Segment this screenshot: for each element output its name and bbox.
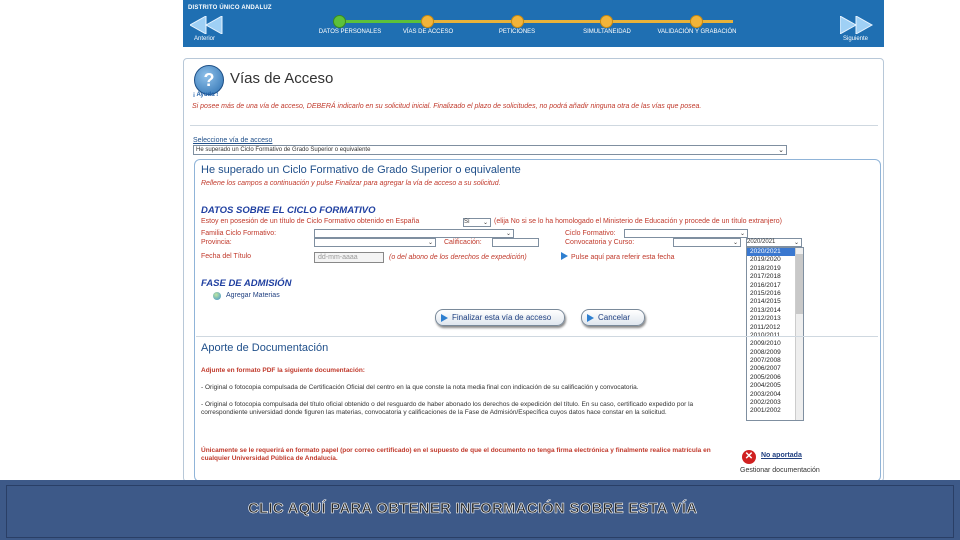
manage-docs-link[interactable]: Gestionar documentación	[740, 467, 820, 474]
next-label[interactable]: Siguiente	[843, 36, 869, 42]
fecha-link[interactable]: Pulse aquí para referir esta fecha	[571, 254, 675, 261]
titulo-select-value: Sí	[464, 219, 470, 225]
year-option[interactable]: 2001/2002	[750, 407, 781, 415]
year-option[interactable]: 2009/2010	[750, 340, 781, 348]
year-option[interactable]: 2005/2006	[750, 373, 781, 381]
intro-text: Si posee más de una vía de acceso, DEBERÁ indicarlo en su solicitud inicial. Finalizado el plazo de solicitudes, no podrá añadir ninguna otra de las vías que posea.	[192, 103, 702, 110]
step-dot-vias-de-acceso[interactable]	[421, 15, 434, 28]
finalizar-button[interactable]	[435, 309, 565, 326]
year-dropdown-list[interactable]	[746, 247, 804, 421]
datos-heading: DATOS SOBRE EL CICLO FORMATIVO	[201, 205, 376, 216]
curso-select-value: 2020/2021	[747, 239, 776, 245]
progress-line-done	[338, 20, 426, 23]
docs-item-1: - Original o fotocopia compulsada de Certificación Oficial del centro en la que conste la nota media final con indicación de su calificación y convocatoria.	[201, 384, 639, 391]
form-heading: He superado un Ciclo Formativo de Grado Superior o equivalente	[201, 164, 521, 176]
divider	[196, 336, 878, 337]
provincia-select[interactable]	[314, 238, 436, 247]
step-dot-simultaneidad[interactable]	[600, 15, 613, 28]
year-option[interactable]: 2012/2013	[750, 315, 781, 323]
step-label-simultaneidad[interactable]: SIMULTANEIDAD	[583, 29, 631, 35]
finalizar-label: Finalizar esta vía de acceso	[452, 313, 552, 322]
step-label-validacion[interactable]: VALIDACIÓN Y GRABACIÓN	[657, 29, 737, 35]
step-label-peticiones[interactable]: PETICIONES	[498, 29, 536, 35]
familia-label: Familia Ciclo Formativo:	[201, 230, 277, 237]
docs-warning: Únicamente se le requerirá en formato papel (por correo certificado) en el supuesto de que el documento no tenga firma electrónica y finalmente realice matrícula en cualquier Universidad Pública de Andalucía.	[201, 447, 711, 462]
year-option[interactable]: 2008/2009	[750, 348, 781, 356]
chevron-down-icon: ⌄	[505, 231, 511, 237]
provincia-label: Provincia:	[201, 239, 232, 246]
year-option[interactable]: 2003/2004	[750, 390, 781, 398]
chevron-down-icon: ⌄	[427, 240, 433, 246]
calificacion-label: Calificación:	[444, 239, 482, 246]
convocatoria-select[interactable]	[673, 238, 741, 247]
fecha-label: Fecha del Título	[201, 253, 252, 260]
scrollbar[interactable]	[795, 248, 803, 420]
step-label-datos-personales[interactable]: DATOS PERSONALES	[318, 29, 382, 35]
convocatoria-label: Convocatoria y Curso:	[565, 239, 635, 246]
titulo-note: (elija No si se lo ha homologado el Ministerio de Educación y procede de un título extranjero)	[494, 218, 782, 225]
cancelar-button[interactable]	[581, 309, 645, 326]
chevron-down-icon: ⌄	[482, 220, 488, 226]
fecha-input[interactable]: dd-mm-aaaa	[314, 252, 384, 263]
brand-label: DISTRITO ÚNICO ANDALUZ	[188, 5, 272, 11]
curso-select[interactable]	[746, 238, 802, 247]
titulo-select[interactable]	[463, 218, 491, 227]
step-dot-datos-personales[interactable]	[333, 15, 346, 28]
form-instructions: Rellene los campos a continuación y pulse Finalizar para agregar la vía de acceso a su solicitud.	[201, 180, 501, 187]
year-option[interactable]: 2007/2008	[750, 357, 781, 365]
year-option[interactable]: 2004/2005	[750, 382, 781, 390]
year-option[interactable]: 2013/2014	[750, 306, 781, 314]
year-option[interactable]: 2020/2021	[747, 248, 803, 256]
select-label: Seleccione vía de acceso	[193, 137, 273, 144]
cancelar-label: Cancelar	[598, 313, 631, 322]
help-icon[interactable]: ?	[194, 65, 224, 95]
chevron-down-icon: ⌄	[739, 231, 745, 237]
year-option[interactable]: 2002/2003	[750, 399, 781, 407]
chevron-down-icon: ⌄	[778, 147, 784, 154]
docs-heading: Aporte de Documentación	[201, 342, 329, 354]
help-label[interactable]: ¡ Ayuda !	[193, 92, 219, 98]
add-materias-icon[interactable]	[213, 292, 221, 300]
docs-item-2: - Original o fotocopia compulsada del título oficial obtenido o del resguardo de haber abonado los derechos de expedición del título. En su caso, certificado expedido por la correspondiente universidad donde figuren las materias, convocatoria y calificaciones de la Fase de Admisión/Específica cuyos datos hace constar en la solicitud.	[201, 401, 694, 416]
access-route-select[interactable]	[193, 145, 787, 155]
access-route-select-value: He superado un Ciclo Formativo de Grado Superior o equivalente	[196, 147, 371, 153]
wizard-header	[183, 0, 884, 47]
year-option[interactable]: 2014/2015	[750, 298, 781, 306]
year-option[interactable]: 2016/2017	[750, 281, 781, 289]
prev-label[interactable]: Anterior	[194, 36, 216, 42]
calificacion-input[interactable]	[492, 238, 539, 247]
step-dot-peticiones[interactable]	[511, 15, 524, 28]
close-icon: ✕	[742, 450, 756, 464]
fecha-note: (o del abono de los derechos de expedición)	[389, 254, 527, 261]
year-option[interactable]: 2018/2019	[750, 264, 781, 272]
agregar-materias-link[interactable]: Agregar Materias	[226, 292, 280, 299]
step-label-vias-de-acceso[interactable]: VÍAS DE ACCESO	[402, 29, 454, 35]
divider	[190, 125, 878, 126]
year-option[interactable]: 2011/2012	[750, 323, 781, 331]
year-option[interactable]: 2015/2016	[750, 289, 781, 297]
doc-status-link[interactable]: No aportada	[761, 452, 802, 459]
play-icon[interactable]	[561, 252, 568, 260]
ciclo-label: Ciclo Formativo:	[565, 230, 616, 237]
year-option[interactable]: 2019/2020	[750, 256, 781, 264]
play-icon	[587, 314, 594, 322]
year-option[interactable]: 2006/2007	[750, 365, 781, 373]
ciclo-select[interactable]	[624, 229, 748, 238]
step-dot-validacion[interactable]	[690, 15, 703, 28]
page-title: Vías de Acceso	[230, 70, 334, 87]
chevron-down-icon: ⌄	[732, 240, 738, 246]
docs-adjunte: Adjunte en formato PDF la siguiente documentación:	[201, 367, 365, 374]
year-option[interactable]: 2017/2018	[750, 273, 781, 281]
info-link[interactable]: CLIC AQUÍ PARA OBTENER INFORMACIÓN SOBRE ESTA VÍA	[248, 500, 698, 517]
fase-heading: FASE DE ADMISIÓN	[201, 278, 292, 289]
chevron-down-icon: ⌄	[793, 240, 799, 246]
familia-select[interactable]	[314, 229, 514, 238]
titulo-label: Estoy en posesión de un título de Ciclo Formativo obtenido en España	[201, 218, 420, 225]
play-icon	[441, 314, 448, 322]
scrollbar-thumb[interactable]	[796, 254, 803, 314]
